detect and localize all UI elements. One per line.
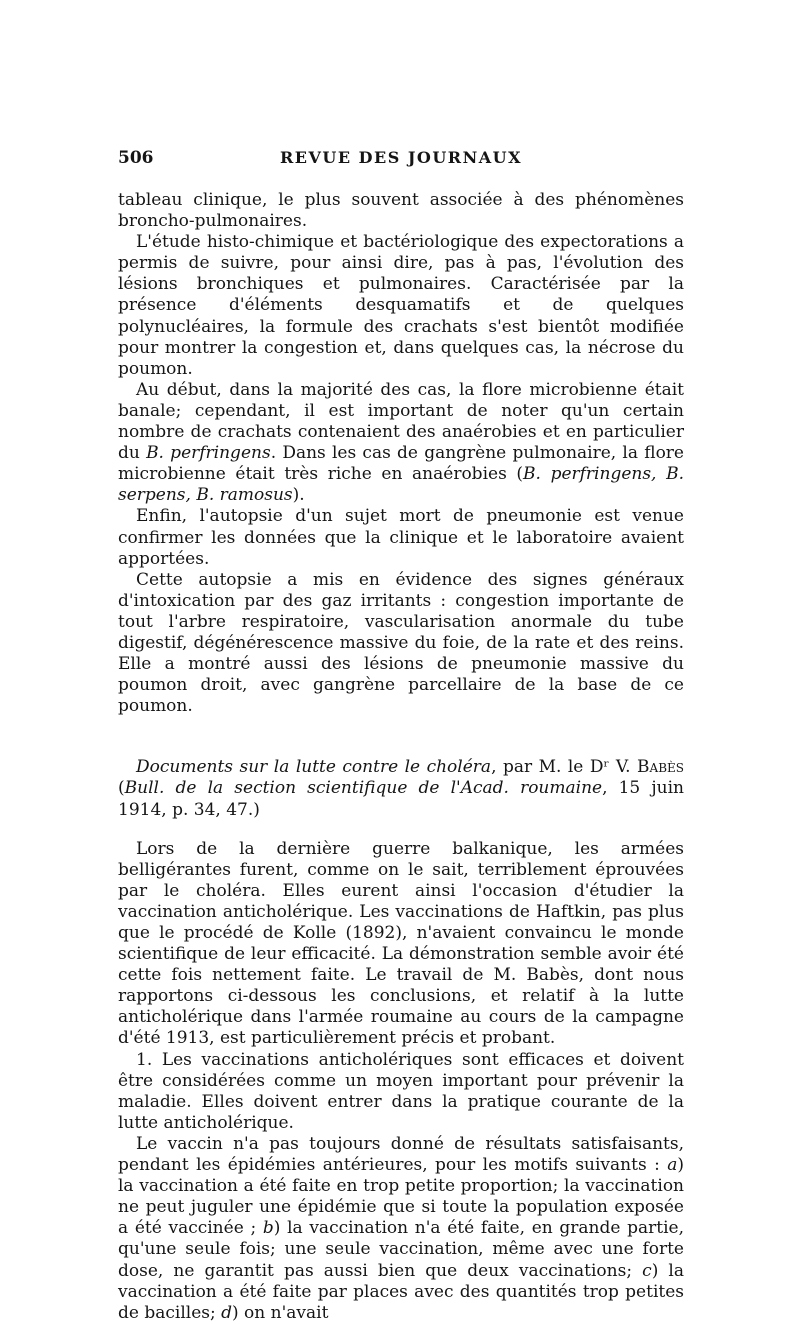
- list-marker: a: [667, 1155, 678, 1176]
- article-body: [118, 190, 684, 1324]
- paragraph: Enfin, l'autopsie d'un sujet mort de pneumonie est venue confirmer les données que la clinique et le laboratoire avaient apportées.: [118, 506, 684, 569]
- text-run: Au début, dans la majorité des cas, la flore microbienne était banale; cependant, il est important de noter qu'un certain nombre de crachats contenaient des anaérobies et en particulier du: [118, 379, 684, 464]
- text-run: ) on n'avait: [232, 1302, 329, 1323]
- text-run: Le vaccin n'a pas toujours donné de résultats satisfaisants, pendant les épidémies antérieures, pour les motifs suivants :: [118, 1133, 684, 1176]
- text-run: . Dans les cas de gangrène pulmonaire, la flore microbienne était très riche en anaérobies (: [118, 443, 684, 485]
- article-citation: [118, 757, 684, 820]
- text-run: ) la vaccination n'a été faite, en grande partie, qu'une seule fois; une seule vaccination, même avec une forte dose, ne garantit pas aussi bien que deux vaccinations;: [118, 1218, 685, 1281]
- paragraph: [118, 1134, 684, 1324]
- text-run: ) la vaccination a été faite par places avec des quantités trop petites de bacilles;: [118, 1260, 684, 1323]
- list-marker: d: [221, 1302, 233, 1323]
- citation-title: Documents sur la lutte contre le choléra: [136, 757, 492, 778]
- running-head: REVUE DES JOURNAUX: [280, 148, 522, 167]
- text-run: ) la vaccination a été faite en trop petite proportion; la vaccination ne peut juguler une épidémie que si toute la population exposée a été vaccinée ;: [118, 1155, 684, 1239]
- page-number: 506: [118, 148, 154, 168]
- paragraph: Lors de la dernière guerre balkanique, les armées belligérantes furent, comme on le sait, terriblement éprouvées par le choléra. Elles eurent ainsi l'occasion d'étudier la vaccination anticholérique. Les vaccinations de Haftkin, pas plus que le procédé de Kolle (1892), n'avaient convaincu le monde scientifique de leur efficacité. La démonstration semble avoir été cette fois nettement faite. Le travail de M. Babès, dont nous rapportons ci-dessous les conclusions, et relatif à la lutte anticholérique dans l'armée roumaine au cours de la campagne d'été 1913, est particulièrement précis et probant.: [118, 838, 684, 1049]
- page-header: [118, 148, 684, 174]
- citation-by: , par M. le Dʳ V.: [491, 757, 638, 778]
- text-run: ).: [292, 485, 305, 506]
- list-marker: b: [262, 1218, 274, 1239]
- paragraph: L'étude histo-chimique et bactériologique des expectorations a permis de suivre, pour ainsi dire, pas à pas, l'évolution des lésions bronchiques et pulmonaires. Caractérisée par la présence d'éléments desquamatifs et de quelques polynucléaires, la formule des crachats s'est bientôt modifiée pour montrer la congestion et, dans quelques cas, la nécrose du poumon.: [118, 232, 684, 379]
- paragraph: tableau clinique, le plus souvent associée à des phénomènes broncho-pulmonaires.: [118, 190, 684, 232]
- list-marker: c: [642, 1260, 652, 1281]
- paragraph: 1. Les vaccinations anticholériques sont efficaces et doivent être considérées comme un moyen important pour prévenir la maladie. Elles doivent entrer dans la pratique courante de la lutte anticholérique.: [118, 1049, 684, 1133]
- citation-author: Babès: [637, 757, 684, 778]
- paragraph: [118, 380, 684, 507]
- paragraph: Cette autopsie a mis en évidence des signes généraux d'intoxication par des gaz irritants : congestion importante de tout l'arbre respiratoire, vascularisation anormale du tube digestif, dégénérescence massive du foie, de la rate et des reins. Elle a montré aussi des lésions de pneumonie massive du poumon droit, avec gangrène parcellaire de la base de ce poumon.: [118, 569, 684, 717]
- species-list: B. perfringens, B. serpens, B. ramosus: [118, 464, 684, 506]
- citation-details: , 15 juin 1914, p. 34, 47.): [118, 778, 684, 820]
- citation-open: (: [118, 778, 125, 799]
- citation-journal: Bull. de la section scientifique de l'Acad. roumaine: [124, 778, 603, 799]
- species-name: B. perfringens: [146, 443, 271, 464]
